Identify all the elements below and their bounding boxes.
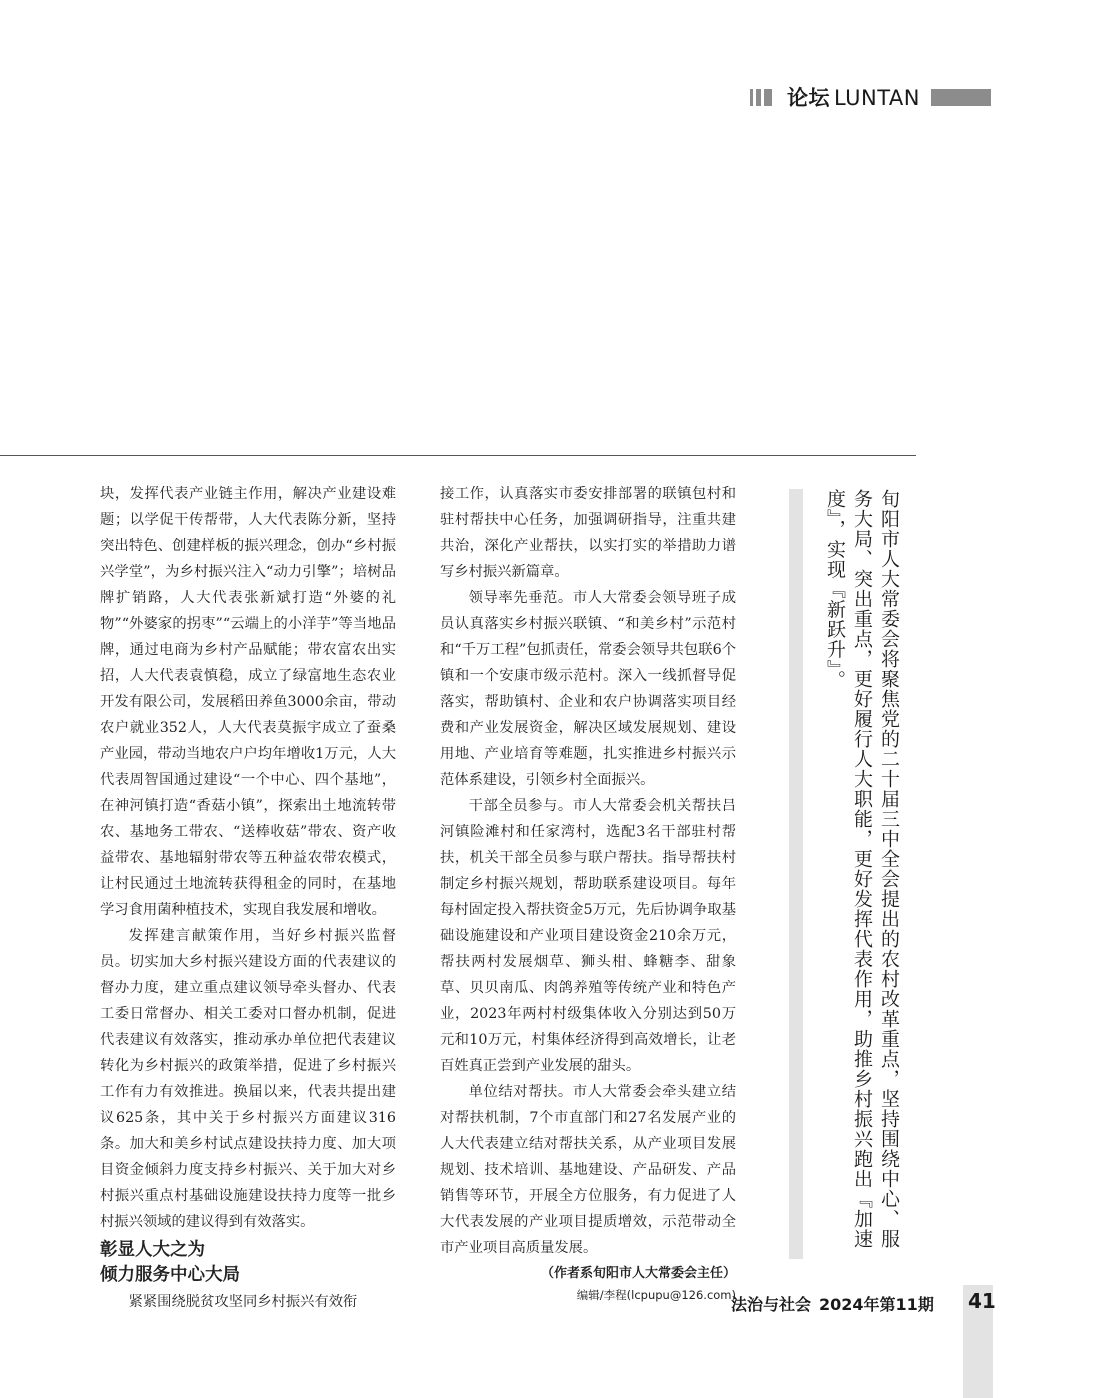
pull-quote-bar [789,489,803,1259]
author-byline: （作者系旬阳市人大常委会主任） [540,1266,736,1281]
page-number: 41 [968,1289,996,1313]
right-paragraph-1: 接工作，认真落实市委安排部署的联镇包村和驻村帮扶中心任务，加强调研指导，注重共建共治，深化产业帮扶，以实打实的举措助力谱写乡村振兴新篇章。 [440,486,736,580]
right-column [440,481,736,1305]
subheading-line-1: 彰显人大之为 [100,1240,205,1260]
page-footer [731,1292,934,1315]
left-paragraph-3: 紧紧围绕脱贫攻坚同乡村振兴有效衔 [128,1294,358,1310]
section-header [787,82,920,112]
horizontal-divider [0,455,916,456]
magazine-name: 法治与社会 [731,1295,812,1314]
subheading-line-2: 倾力服务中心大局 [100,1265,240,1285]
left-paragraph-1: 块，发挥代表产业链主作用，解决产业建设难题；以学促干传帮带，人大代表陈分新，坚持突出特色、创建样板的振兴理念，创办“乡村振兴学堂”，为乡村振兴注入“动力引擎”；培树品牌扩销路，人大代表张新斌打造“外婆的礼物”“外婆家的拐枣”“云端上的小洋芋”等当地品牌，通过电商为乡村产品赋能；带农富农出实招，人大代表袁慎稳，成立了绿富地生态农业开发有限公司，发展稻田养鱼3000余亩，带动农户就业352人，人大代表莫振宇成立了蚕桑产业园，带动当地农户户均年增收1万元，人大代表周智国通过建设“一个中心、四个基地”，在神河镇打造“香菇小镇”，探索出土地流转带农、基地务工带农、“送棒收菇”带农、资产收益带农、基地辐射带农等五种益农带农模式，让村民通过土地流转获得租金的同时，在基地学习食用菌种植技术，实现自我发展和增收。 [100,486,396,918]
pull-quote: 旬阳市人大常委会将聚焦党的二十届三中全会提出的农村改革重点，坚持围绕中心、服务大局、突出重点，更好履行人大职能，更好发挥代表作用，助推乡村振兴跑出『加速度』，实现『新跃升』。 [824,489,900,1249]
header-rule [931,89,991,106]
left-paragraph-2: 发挥建言献策作用，当好乡村振兴监督员。切实加大乡村振兴建设方面的代表建议的督办力度，建立重点建议领导牵头督办、代表工委日常督办、相关工委对口督办机制，促进代表建议有效落实，推动承办单位把代表建议转化为乡村振兴的政策举措，促进了乡村振兴工作有力有效推进。换届以来，代表共提出建议625条，其中关于乡村振兴方面建议316条。加大和美乡村试点建设扶持力度、加大项目资金倾斜力度支持乡村振兴、关于加大对乡村振兴重点村基础设施建设扶持力度等一批乡村振兴领域的建议得到有效落实。 [100,928,396,1230]
issue-label: 2024年第11期 [819,1295,934,1314]
left-column [100,481,396,1315]
section-title-en: LUNTAN [834,86,921,110]
right-paragraph-2: 领导率先垂范。市人大常委会领导班子成员认真落实乡村振兴联镇、“和美乡村”示范村和“千万工程”包抓责任，常委会领导共包联6个镇和一个安康市级示范村。深入一线抓督导促落实，帮助镇村、企业和农户协调落实项目经费和产业发展资金，解决区域发展规划、建设用地、产业培育等难题，扎实推进乡村振兴示范体系建设，引领乡村全面振兴。 [440,590,736,788]
section-subheading [100,1238,396,1288]
editor-credit: 编辑/李程(lcpupu@126.com) [576,1288,736,1302]
section-title-cn: 论坛 [787,86,830,110]
right-paragraph-4: 单位结对帮扶。市人大常委会牵头建立结对帮扶机制，7个市直部门和27名发展产业的人大代表建立结对帮扶关系，从产业项目发展规划、技术培训、基地建设、产品研发、产品销售等环节，开展全方位服务，有力促进了人大代表发展的产业项目提质增效，示范带动全市产业项目高质量发展。 [440,1084,736,1256]
right-paragraph-3: 干部全员参与。市人大常委会机关帮扶吕河镇险滩村和任家湾村，选配3名干部驻村帮扶，机关干部全员参与联户帮扶。指导帮扶村制定乡村振兴规划，帮助联系建设项目。每年每村固定投入帮扶资金5万元，先后协调争取基础设施建设和产业项目建设资金210余万元，帮扶两村发展烟草、狮头柑、蜂糖李、甜象草、贝贝南瓜、肉鸽养殖等传统产业和特色产业，2023年两村村级集体收入分别达到50万元和10万元，村集体经济得到高效增长，让老百姓真正尝到产业发展的甜头。 [440,798,736,1074]
